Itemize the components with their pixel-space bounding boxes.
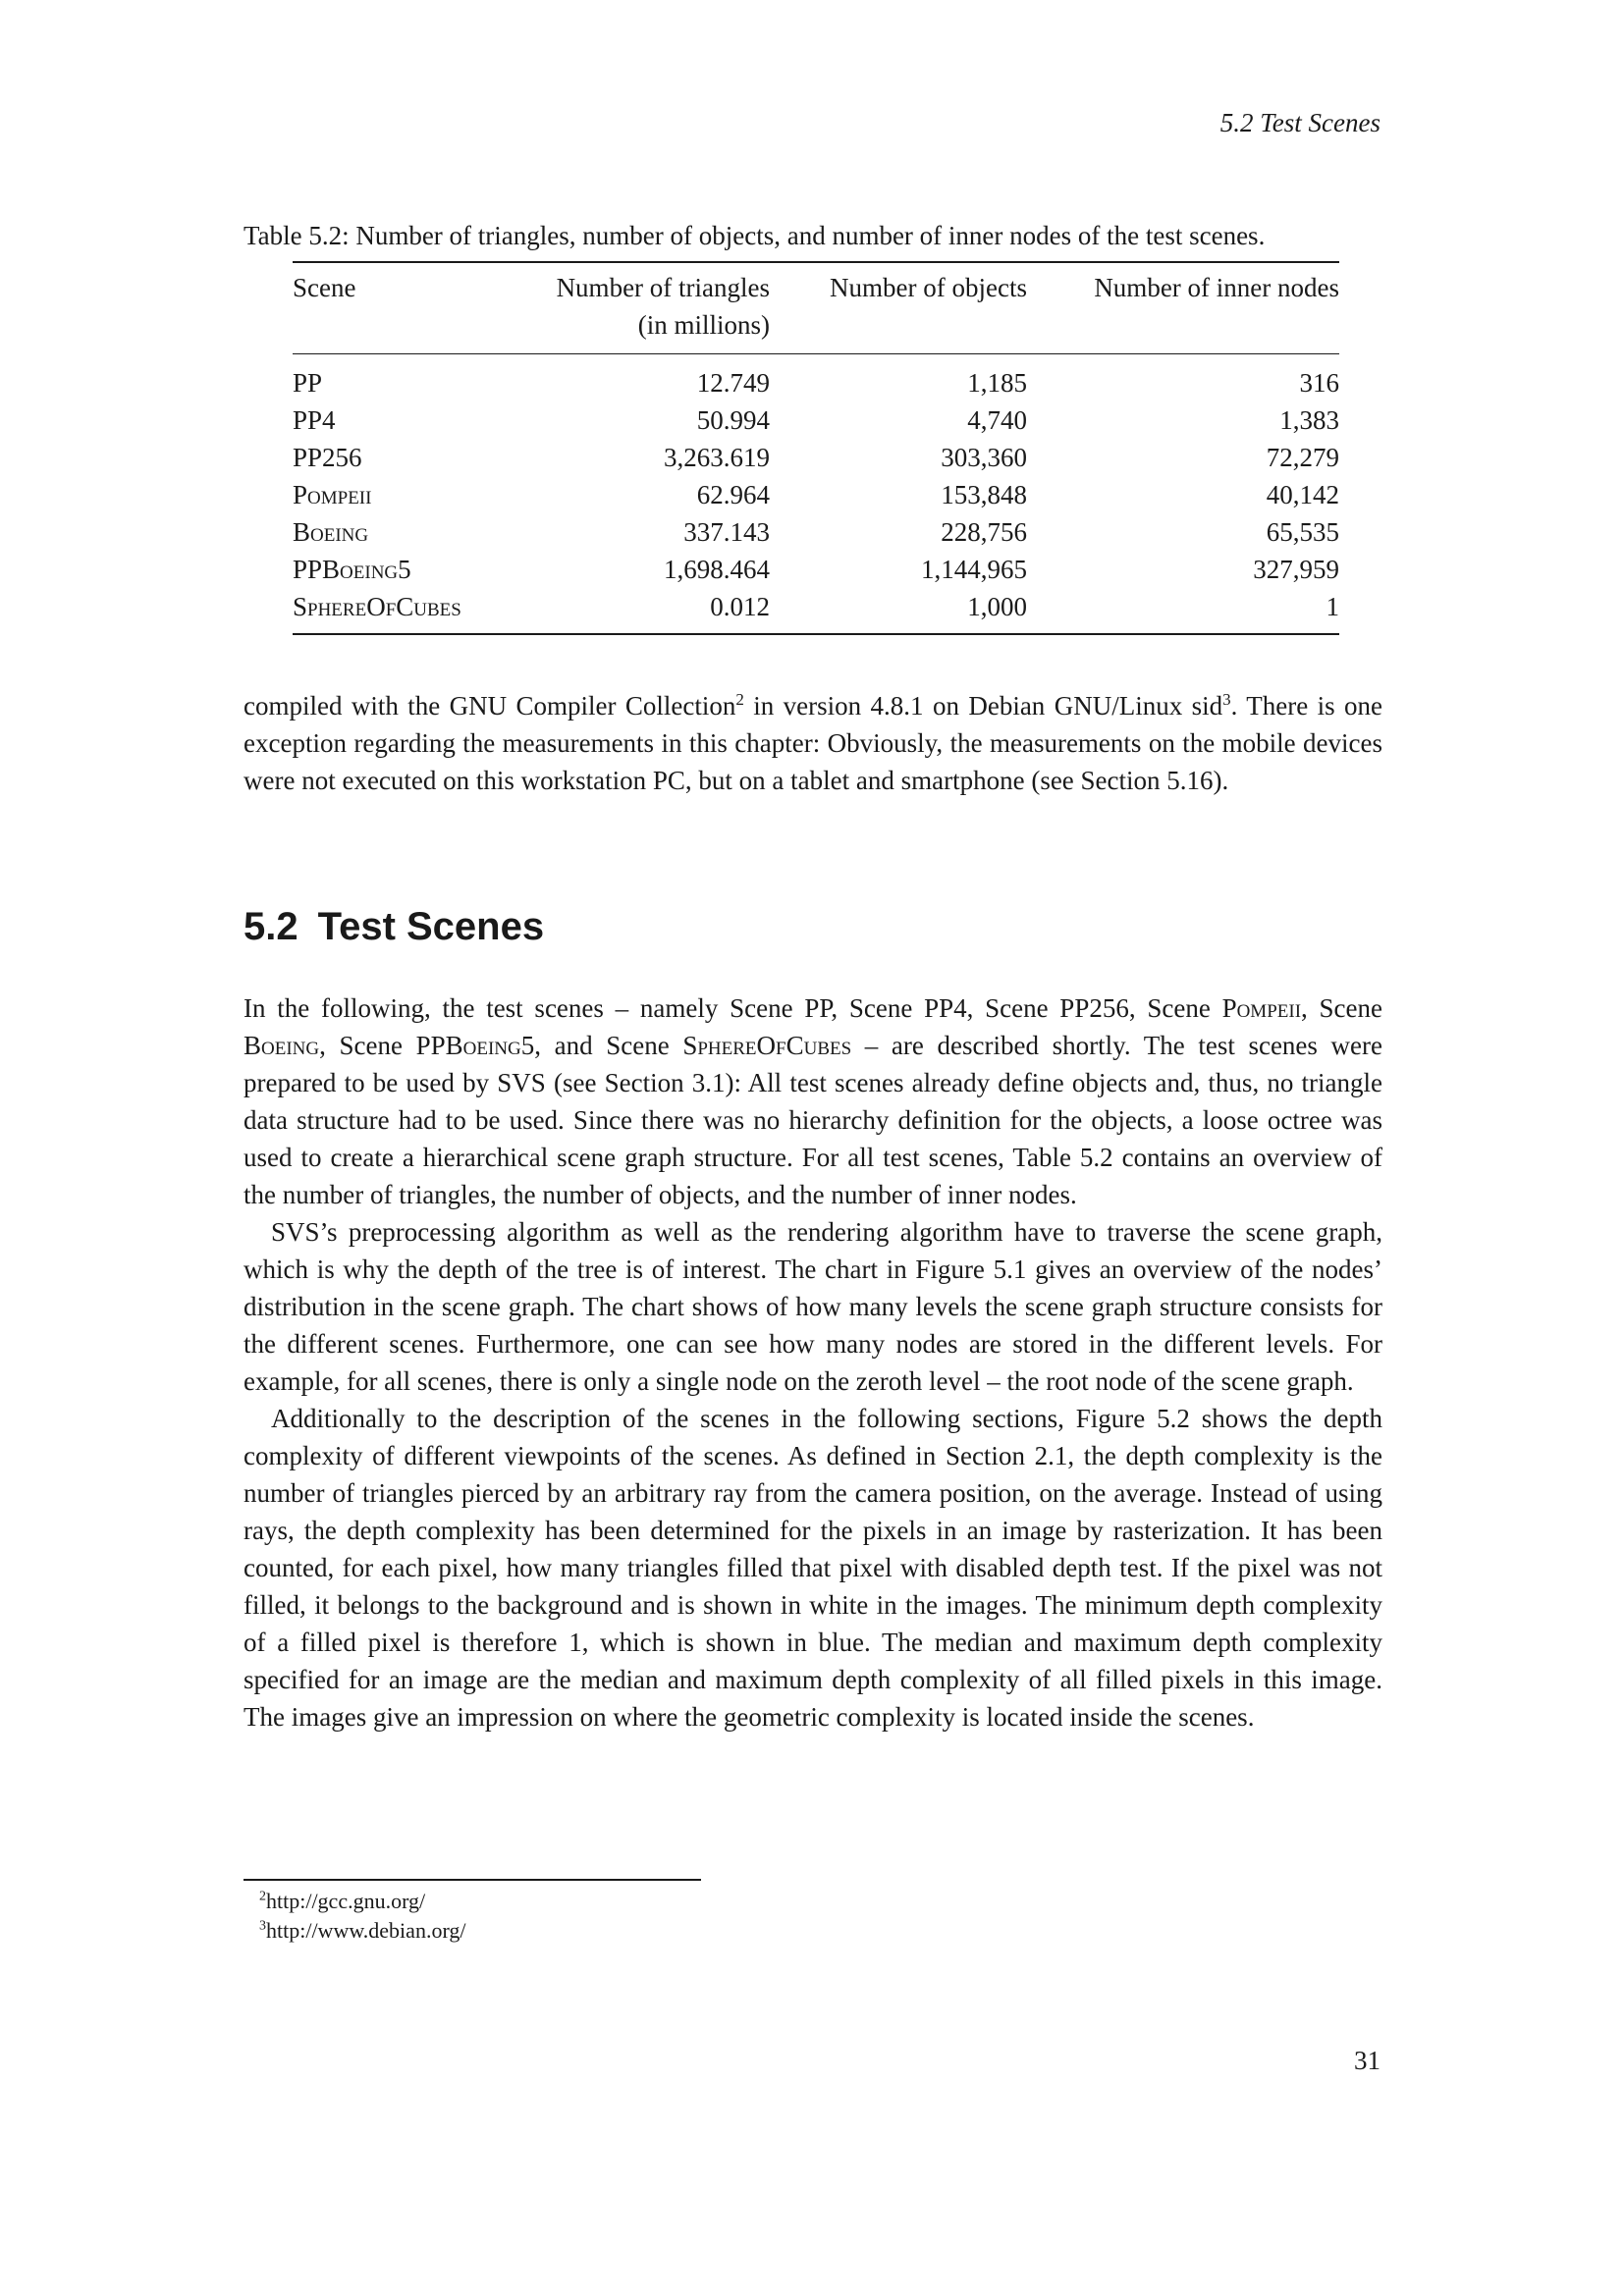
- cell-triangles: 62.964: [696, 480, 770, 509]
- text-run: , Scene PP: [319, 1031, 446, 1060]
- table-row: [293, 551, 1339, 588]
- table-caption: Table 5.2: Number of triangles, number of objects, and number of inner nodes of the test scenes.: [244, 221, 1266, 250]
- cell-inner-nodes: 1,383: [1279, 405, 1339, 435]
- table-body: [293, 354, 1339, 635]
- table-row: [293, 588, 1339, 634]
- cell-scene: Boeing: [293, 517, 369, 547]
- cell-inner-nodes: 65,535: [1266, 517, 1339, 547]
- cell-objects: 1,000: [967, 592, 1027, 621]
- table-row: [293, 354, 1339, 402]
- cell-scene: [293, 551, 518, 588]
- scene-name-boeing: Boeing: [244, 1031, 320, 1060]
- running-header: 5.2 Test Scenes: [1219, 108, 1380, 137]
- cell-triangles: 50.994: [696, 405, 770, 435]
- cell-objects: 1,185: [967, 368, 1027, 398]
- cell-scene-prefix: PP: [293, 555, 323, 584]
- cell-objects: 4,740: [967, 405, 1027, 435]
- column-header-triangles-line1: Number of triangles: [556, 273, 770, 302]
- text-run: 5, and Scene: [520, 1031, 683, 1060]
- scene-name-sphereofcubes: SphereOfCubes: [682, 1031, 852, 1060]
- scene-name-pompeii: Pompeii: [1221, 993, 1302, 1023]
- cell-scene-smallcaps: Boeing: [322, 555, 399, 584]
- footnote-ref-2: 2: [735, 690, 744, 709]
- text-run: compiled with the GNU Compiler Collection: [244, 691, 736, 721]
- cell-scene: PP: [293, 368, 323, 398]
- section-number: 5.2: [244, 905, 298, 948]
- table-row: [293, 401, 1339, 439]
- paragraph-1: [244, 989, 1382, 1213]
- text-run: – are described shortly. The test scenes were prepared to be used by SVS (see Section 3.1): All test scenes already define objects and, thus, no triangle data structure had to be used. Since there was no hierarchy definition for the objects, a loose octree was used to create a hierarchical scene graph structure. For all test scenes, Table 5.2 contains an overview of the number of triangles, the number of objects, and the number of inner nodes.: [244, 1031, 1383, 1209]
- footnotes: [259, 1887, 465, 1946]
- cell-triangles: 12.749: [696, 368, 770, 398]
- cell-inner-nodes: 316: [1299, 368, 1339, 398]
- cell-inner-nodes: 327,959: [1253, 555, 1339, 584]
- cell-objects: 228,756: [941, 517, 1027, 547]
- table-row: [293, 476, 1339, 513]
- cell-triangles: 0.012: [710, 592, 770, 621]
- paragraph-2: SVS’s preprocessing algorithm as well as the rendering algorithm have to traverse the scene graph, which is why the depth of the tree is of interest. The chart in Figure 5.1 gives an overview of the nodes’ distribution in the scene graph. The chart shows of how many levels the scene graph structure consists for the different scenes. Furthermore, one can see how many nodes are stored in the different levels. For example, for all scenes, there is only a single node on the zeroth level – the root node of the scene graph.: [244, 1217, 1382, 1396]
- column-header-objects: Number of objects: [770, 262, 1027, 354]
- text-run: , Scene: [1301, 993, 1382, 1023]
- cell-scene: PP256: [293, 443, 362, 472]
- table-header: [293, 262, 1339, 354]
- page-number: 31: [1354, 2046, 1380, 2075]
- footnote-3: [259, 1916, 465, 1946]
- table-row: [293, 513, 1339, 551]
- cell-objects: 1,144,965: [921, 555, 1027, 584]
- table-header-row: [293, 262, 1339, 354]
- footnote-mark: 2: [259, 1889, 266, 1904]
- footnote-rule: [244, 1879, 701, 1881]
- footnote-2: [259, 1887, 465, 1916]
- intro-paragraph: [244, 687, 1382, 799]
- cell-inner-nodes: 1: [1326, 592, 1339, 621]
- scene-statistics-table: [293, 261, 1339, 635]
- footnote-link[interactable]: http://gcc.gnu.org/: [266, 1889, 426, 1913]
- footnote-ref-3: 3: [1222, 690, 1231, 709]
- cell-scene: PP4: [293, 405, 336, 435]
- table-row: [293, 439, 1339, 476]
- column-header-scene: Scene: [293, 262, 518, 354]
- column-header-inner-nodes: Number of inner nodes: [1027, 262, 1339, 354]
- cell-inner-nodes: 72,279: [1266, 443, 1339, 472]
- scene-statistics-table-container: [293, 261, 1339, 635]
- paragraph-3: Additionally to the description of the scenes in the following sections, Figure 5.2 shows the depth complexity of different viewpoints of the scenes. As defined in Section 2.1, the depth complexity is the number of triangles pierced by an arbitrary ray from the camera position, on the average. Instead of using rays, the depth complexity has been determined for the pixels in an image by rasterization. It has been counted, for each pixel, how many triangles filled that pixel with disabled depth test. If the pixel was not filled, it belongs to the background and is shown in white in the images. The minimum depth complexity of a filled pixel is therefore 1, which is shown in blue. The median and maximum depth complexity specified for an image are the median and maximum depth complexity of all filled pixels in this image. The images give an impression on where the geometric complexity is located inside the scenes.: [244, 1404, 1382, 1732]
- cell-triangles: 1,698.464: [664, 555, 770, 584]
- text-run: in version 4.8.1 on Debian GNU/Linux sid: [743, 691, 1223, 721]
- text-run: . There is one exception regarding the measurements in this chapter: Obviously, the measurements on the mobile devices were not executed on this workstation PC, but on a tablet and smartphone (see Section 5.16).: [244, 691, 1382, 795]
- cell-objects: 153,848: [941, 480, 1027, 509]
- column-header-triangles-line2: (in millions): [637, 310, 770, 340]
- footnote-mark: 3: [259, 1918, 266, 1934]
- scene-name-ppboeing5: Boeing: [445, 1031, 521, 1060]
- footnote-link[interactable]: http://www.debian.org/: [266, 1918, 466, 1943]
- cell-scene: SphereOfCubes: [293, 592, 461, 621]
- section-body: [244, 989, 1382, 1735]
- cell-triangles: 3,263.619: [664, 443, 770, 472]
- cell-objects: 303,360: [941, 443, 1027, 472]
- cell-scene: Pompeii: [293, 480, 372, 509]
- cell-triangles: 337.143: [683, 517, 770, 547]
- section-heading: [244, 905, 544, 949]
- text-run: In the following, the test scenes – namely Scene PP, Scene PP4, Scene PP256, Scene: [244, 993, 1222, 1023]
- cell-scene-suffix: 5: [398, 555, 411, 584]
- paragraph: [244, 687, 1382, 799]
- section-title: Test Scenes: [317, 905, 545, 948]
- column-header-triangles: [518, 262, 770, 354]
- cell-inner-nodes: 40,142: [1266, 480, 1339, 509]
